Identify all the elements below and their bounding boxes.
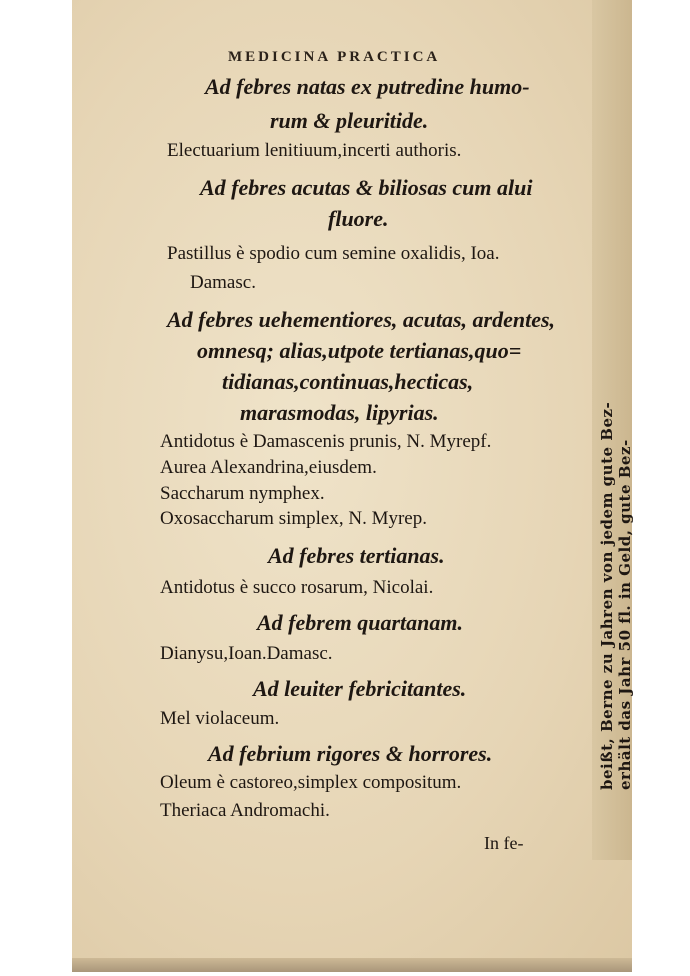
entry-line: Aurea Alexandrina,eiusdem.: [160, 457, 377, 478]
entry-line: Electuarium lenitiuum,incerti authoris.: [167, 140, 462, 161]
entry-line: Mel violaceum.: [160, 708, 280, 729]
heading-line: marasmodas, lipyrias.: [240, 400, 439, 425]
entry-line: Saccharum nymphex.: [160, 483, 325, 504]
catchword: In fe-: [484, 833, 524, 853]
heading-line: Ad leuiter febricitantes.: [253, 676, 467, 701]
entry-line: Theriaca Andromachi.: [160, 800, 330, 821]
entry-line: Oxosaccharum simplex, N. Myrep.: [160, 508, 427, 529]
entry-line: Pastillus è spodio cum semine oxalidis, Ioa.: [167, 243, 500, 264]
margin-note-line-2: erhält das Jahr 50 fl. in Geld, gute Bez-: [616, 439, 634, 790]
entry-line: Damasc.: [190, 272, 256, 293]
entry-line: Antidotus è succo rosarum, Nicolai.: [160, 577, 434, 598]
heading-line: Ad febrium rigores & horrores.: [208, 741, 493, 766]
heading-line: Ad febres tertianas.: [268, 543, 445, 568]
heading-line: fluore.: [328, 206, 389, 231]
heading-line: tidianas,continuas,hecticas,: [222, 369, 474, 394]
entry-line: Antidotus è Damascenis prunis, N. Myrepf.: [160, 431, 492, 452]
page-edge-shadow: [72, 958, 632, 972]
heading-line: Ad febrem quartanam.: [257, 610, 463, 635]
margin-note: [598, 402, 634, 790]
heading-line: omnesq; alias,utpote tertianas,quo=: [197, 338, 522, 363]
heading-line: Ad febres uehementiores, acutas, ardentes,: [167, 307, 556, 332]
entry-line: Oleum è castoreo,simplex compositum.: [160, 772, 462, 793]
margin-note-line-1: beißt, Berne zu Jahren von jedem gute Bez-: [598, 401, 616, 790]
entry-line: Dianysu,Ioan.Damasc.: [160, 643, 333, 664]
running-head: MEDICINA PRACTICA: [228, 49, 441, 65]
heading-line: Ad febres natas ex putredine humo-: [205, 74, 530, 99]
heading-line: rum & pleuritide.: [270, 108, 429, 133]
heading-line: Ad febres acutas & biliosas cum alui: [200, 175, 533, 200]
